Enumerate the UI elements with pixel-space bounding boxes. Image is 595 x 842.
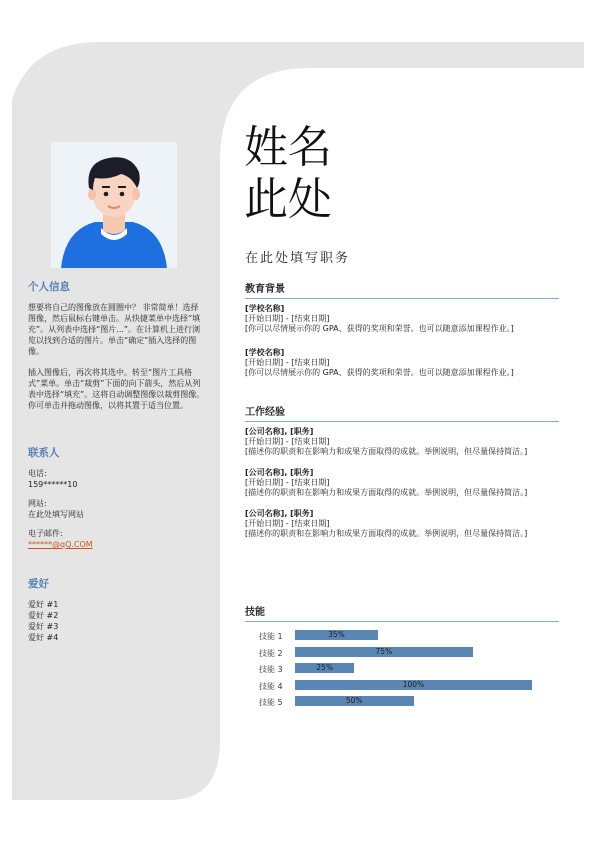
profile-photo <box>51 142 177 268</box>
email-label: 电子邮件: <box>28 529 63 538</box>
education-description: [你可以尽情展示你的 GPA、获得的奖项和荣誉。也可以随意添加课程作业。] <box>245 324 514 333</box>
company-name: [公司名称] <box>245 427 285 436</box>
skill-value-label: 35% <box>328 630 345 639</box>
person-name <box>244 122 332 226</box>
skill-bar <box>295 680 532 690</box>
skill-row <box>245 661 565 678</box>
company-name: [公司名称] <box>245 509 285 518</box>
hobby-item: 爱好 #2 <box>28 611 59 620</box>
skill-row <box>245 678 565 695</box>
personal-info-paragraph-1: 想要将自己的图像放在圆圈中？ 非常简单！选择图像，然后鼠标右键单击。从快捷菜单中选择“填充”。从列表中选择“图片...”。在计算机上进行浏览以找到合适的图片。单击“确定”插入选择的图像。 <box>28 303 201 356</box>
website-value: 在此处填写网站 <box>28 510 84 519</box>
skill-bar <box>295 647 473 657</box>
skills-chart <box>245 628 565 711</box>
work-divider <box>245 421 559 422</box>
work-dates: [开始日期] - [结束日期] <box>245 478 330 487</box>
person-name-line-1: 姓名 <box>244 122 332 173</box>
hobby-item: 爱好 #1 <box>28 600 59 609</box>
skills-divider <box>245 621 559 622</box>
contact-section <box>28 445 206 550</box>
work-dates: [开始日期] - [结束日期] <box>245 437 330 446</box>
hobbies-section <box>28 576 206 643</box>
work-description: [描述你的职责和在影响力和成果方面取得的成就。举例说明，但尽量保持简洁。] <box>245 529 528 538</box>
skill-value-label: 100% <box>402 679 425 689</box>
education-dates: [开始日期] - [结束日期] <box>245 314 330 323</box>
skill-value-label: 75% <box>375 646 393 656</box>
work-dates: [开始日期] - [结束日期] <box>245 519 330 528</box>
hobby-item: 爱好 #4 <box>28 633 59 642</box>
education-entry <box>245 348 559 378</box>
contact-title: 联系人 <box>28 447 60 459</box>
avatar-illustration <box>51 142 177 268</box>
skill-row <box>245 645 565 662</box>
website-label: 网站: <box>28 499 47 508</box>
phone-label: 电话: <box>28 469 47 478</box>
person-name-line-2: 此处 <box>244 174 332 225</box>
work-description: [描述你的职责和在影响力和成果方面取得的成就。举例说明，但尽量保持简洁。] <box>245 447 528 456</box>
skills-section <box>245 603 559 622</box>
phone-value: 159******10 <box>28 480 78 489</box>
skill-bar <box>295 630 378 640</box>
school-name: [学校名称] <box>245 348 285 357</box>
skill-value-label: 25% <box>316 663 333 672</box>
personal-info-paragraph-2: 插入图像后，再次将其选中。转至“图片工具格式”菜单。单击“裁剪”下面的向下箭头，然后从列表中选择“填充”。这将自动调整图像以裁剪图像。你可单击并拖动图像，以将其置于适当位置。 <box>28 368 205 410</box>
hobby-item: 爱好 #3 <box>28 622 59 631</box>
skill-value-label: 50% <box>345 696 363 705</box>
education-description: [你可以尽情展示你的 GPA、获得的奖项和荣誉。也可以随意添加课程作业。] <box>245 368 514 377</box>
work-description: [描述你的职责和在影响力和成果方面取得的成就。举例说明，但尽量保持简洁。] <box>245 488 528 497</box>
personal-info-section <box>28 279 206 411</box>
work-title: 工作经验 <box>245 407 285 418</box>
work-section <box>245 403 559 539</box>
company-name: [公司名称] <box>245 468 285 477</box>
skill-label: 技能 4 <box>259 681 283 691</box>
education-entry <box>245 304 559 334</box>
job-title: 在此处填写职务 <box>245 251 351 266</box>
skill-label: 技能 2 <box>259 648 283 658</box>
personal-info-title: 个人信息 <box>28 281 70 293</box>
education-dates: [开始日期] - [结束日期] <box>245 358 330 367</box>
work-entry: [公司名称], [职务] [开始日期] - [结束日期] [描述你的职责和在影响力和成果方面取得的成就。举例说明，但尽量保持简洁。] <box>245 468 559 498</box>
education-title: 教育背景 <box>245 284 285 295</box>
skill-label: 技能 3 <box>259 665 283 674</box>
education-divider <box>245 298 559 299</box>
skill-row <box>245 694 565 711</box>
role-name: [职务] <box>290 427 314 436</box>
school-name: [学校名称] <box>245 304 285 313</box>
skill-row <box>245 628 565 645</box>
work-entry: [公司名称], [职务] [开始日期] - [结束日期] [描述你的职责和在影响力和成果方面取得的成就。举例说明，但尽量保持简洁。] <box>245 509 559 539</box>
role-name: [职务] <box>290 468 314 477</box>
skill-label: 技能 1 <box>259 632 283 641</box>
role-name: [职务] <box>290 509 314 518</box>
skill-bar <box>295 663 354 673</box>
skill-label: 技能 5 <box>259 698 283 707</box>
skill-bar <box>295 696 414 706</box>
skills-title: 技能 <box>245 607 265 618</box>
work-entry: [公司名称], [职务] [开始日期] - [结束日期] [描述你的职责和在影响力和成果方面取得的成就。举例说明，但尽量保持简洁。] <box>245 427 559 457</box>
education-section <box>245 280 559 378</box>
email-link[interactable]: ******@qQ.COM <box>28 540 93 549</box>
hobbies-title: 爱好 <box>28 578 49 590</box>
